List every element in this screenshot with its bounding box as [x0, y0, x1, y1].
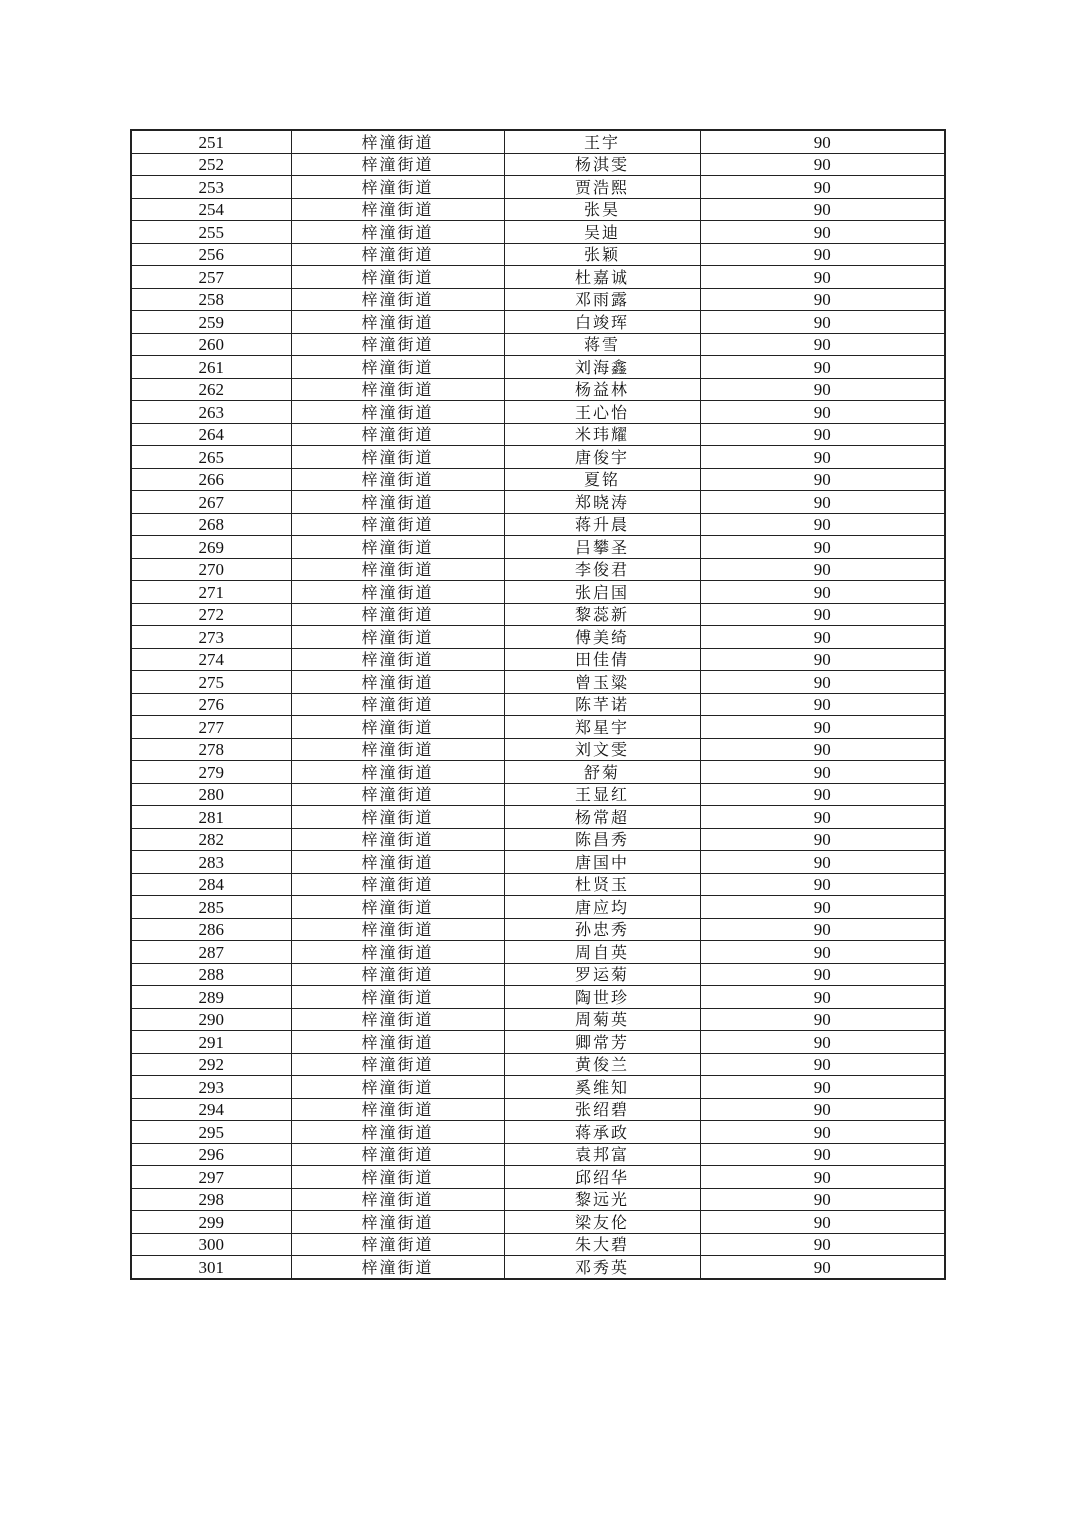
person-name-cell: 张昊 — [504, 198, 700, 221]
street-cell: 梓潼街道 — [291, 423, 504, 446]
table-row — [131, 1143, 945, 1166]
table-row — [131, 1031, 945, 1054]
score-cell: 90 — [700, 1256, 945, 1279]
score-cell: 90 — [700, 221, 945, 244]
person-name-cell: 杨常超 — [504, 806, 700, 829]
serial-number-cell: 290 — [131, 1008, 291, 1031]
score-cell: 90 — [700, 491, 945, 514]
table-row — [131, 873, 945, 896]
person-name-cell: 袁邦富 — [504, 1143, 700, 1166]
person-name-cell: 张绍碧 — [504, 1098, 700, 1121]
serial-number-cell: 255 — [131, 221, 291, 244]
score-cell: 90 — [700, 1098, 945, 1121]
table-row — [131, 603, 945, 626]
score-cell: 90 — [700, 941, 945, 964]
street-cell: 梓潼街道 — [291, 671, 504, 694]
table-row — [131, 243, 945, 266]
street-cell: 梓潼街道 — [291, 581, 504, 604]
street-cell: 梓潼街道 — [291, 288, 504, 311]
table-row — [131, 1211, 945, 1234]
score-cell: 90 — [700, 1076, 945, 1099]
score-cell: 90 — [700, 581, 945, 604]
street-cell: 梓潼街道 — [291, 153, 504, 176]
serial-number-cell: 274 — [131, 648, 291, 671]
serial-number-cell: 273 — [131, 626, 291, 649]
street-cell: 梓潼街道 — [291, 693, 504, 716]
score-cell: 90 — [700, 806, 945, 829]
street-cell: 梓潼街道 — [291, 1053, 504, 1076]
score-cell: 90 — [700, 783, 945, 806]
street-cell: 梓潼街道 — [291, 1143, 504, 1166]
serial-number-cell: 264 — [131, 423, 291, 446]
serial-number-cell: 291 — [131, 1031, 291, 1054]
table-row — [131, 581, 945, 604]
person-name-cell: 张颖 — [504, 243, 700, 266]
score-cell: 90 — [700, 446, 945, 469]
person-name-cell: 唐俊宇 — [504, 446, 700, 469]
serial-number-cell: 269 — [131, 536, 291, 559]
person-name-cell: 吕攀圣 — [504, 536, 700, 559]
person-name-cell: 黎远光 — [504, 1188, 700, 1211]
street-cell: 梓潼街道 — [291, 941, 504, 964]
serial-number-cell: 263 — [131, 401, 291, 424]
score-cell: 90 — [700, 513, 945, 536]
score-cell: 90 — [700, 828, 945, 851]
score-cell: 90 — [700, 130, 945, 153]
score-cell: 90 — [700, 716, 945, 739]
score-cell: 90 — [700, 288, 945, 311]
table-row — [131, 536, 945, 559]
person-name-cell: 白竣珲 — [504, 311, 700, 334]
serial-number-cell: 286 — [131, 918, 291, 941]
score-cell: 90 — [700, 1233, 945, 1256]
table-row — [131, 828, 945, 851]
person-name-cell: 刘文雯 — [504, 738, 700, 761]
serial-number-cell: 278 — [131, 738, 291, 761]
score-cell: 90 — [700, 243, 945, 266]
serial-number-cell: 284 — [131, 873, 291, 896]
person-name-cell: 卿常芳 — [504, 1031, 700, 1054]
table-row — [131, 783, 945, 806]
street-cell: 梓潼街道 — [291, 1076, 504, 1099]
person-name-cell: 罗运菊 — [504, 963, 700, 986]
serial-number-cell: 256 — [131, 243, 291, 266]
person-name-cell: 邱绍华 — [504, 1166, 700, 1189]
table-row — [131, 716, 945, 739]
table-row — [131, 558, 945, 581]
person-name-cell: 杜贤玉 — [504, 873, 700, 896]
street-cell: 梓潼街道 — [291, 176, 504, 199]
street-cell: 梓潼街道 — [291, 130, 504, 153]
person-name-cell: 唐应均 — [504, 896, 700, 919]
person-name-cell: 曾玉粱 — [504, 671, 700, 694]
person-name-cell: 郑晓涛 — [504, 491, 700, 514]
street-cell: 梓潼街道 — [291, 446, 504, 469]
serial-number-cell: 295 — [131, 1121, 291, 1144]
table-row — [131, 941, 945, 964]
serial-number-cell: 287 — [131, 941, 291, 964]
person-name-cell: 郑星宇 — [504, 716, 700, 739]
street-cell: 梓潼街道 — [291, 603, 504, 626]
street-cell: 梓潼街道 — [291, 198, 504, 221]
score-cell: 90 — [700, 176, 945, 199]
score-cell: 90 — [700, 1008, 945, 1031]
person-name-cell: 周自英 — [504, 941, 700, 964]
table-row — [131, 851, 945, 874]
street-cell: 梓潼街道 — [291, 1256, 504, 1279]
score-cell: 90 — [700, 1121, 945, 1144]
table-row — [131, 423, 945, 446]
table-row — [131, 986, 945, 1009]
person-name-cell: 周菊英 — [504, 1008, 700, 1031]
score-cell: 90 — [700, 603, 945, 626]
serial-number-cell: 272 — [131, 603, 291, 626]
serial-number-cell: 299 — [131, 1211, 291, 1234]
street-cell: 梓潼街道 — [291, 1188, 504, 1211]
table-row — [131, 648, 945, 671]
person-name-cell: 唐国中 — [504, 851, 700, 874]
score-cell: 90 — [700, 1188, 945, 1211]
street-cell: 梓潼街道 — [291, 918, 504, 941]
street-cell: 梓潼街道 — [291, 513, 504, 536]
score-cell: 90 — [700, 851, 945, 874]
street-cell: 梓潼街道 — [291, 468, 504, 491]
street-cell: 梓潼街道 — [291, 1233, 504, 1256]
person-name-cell: 梁友伦 — [504, 1211, 700, 1234]
score-cell: 90 — [700, 1143, 945, 1166]
serial-number-cell: 289 — [131, 986, 291, 1009]
score-cell: 90 — [700, 153, 945, 176]
person-name-cell: 蒋雪 — [504, 333, 700, 356]
street-cell: 梓潼街道 — [291, 558, 504, 581]
person-name-cell: 蒋升晨 — [504, 513, 700, 536]
table-row — [131, 1188, 945, 1211]
score-cell: 90 — [700, 266, 945, 289]
table-row — [131, 896, 945, 919]
serial-number-cell: 253 — [131, 176, 291, 199]
person-name-cell: 李俊君 — [504, 558, 700, 581]
person-name-cell: 吴迪 — [504, 221, 700, 244]
street-cell: 梓潼街道 — [291, 1121, 504, 1144]
person-name-cell: 朱大碧 — [504, 1233, 700, 1256]
table-row — [131, 198, 945, 221]
score-cell: 90 — [700, 198, 945, 221]
serial-number-cell: 275 — [131, 671, 291, 694]
score-cell: 90 — [700, 986, 945, 1009]
serial-number-cell: 267 — [131, 491, 291, 514]
street-cell: 梓潼街道 — [291, 266, 504, 289]
score-cell: 90 — [700, 648, 945, 671]
person-name-cell: 王宇 — [504, 130, 700, 153]
serial-number-cell: 254 — [131, 198, 291, 221]
score-cell: 90 — [700, 423, 945, 446]
street-cell: 梓潼街道 — [291, 738, 504, 761]
street-cell: 梓潼街道 — [291, 873, 504, 896]
street-cell: 梓潼街道 — [291, 491, 504, 514]
person-name-cell: 田佳倩 — [504, 648, 700, 671]
score-cell: 90 — [700, 311, 945, 334]
serial-number-cell: 298 — [131, 1188, 291, 1211]
table-row — [131, 311, 945, 334]
score-cell: 90 — [700, 1053, 945, 1076]
serial-number-cell: 281 — [131, 806, 291, 829]
serial-number-cell: 285 — [131, 896, 291, 919]
street-cell: 梓潼街道 — [291, 311, 504, 334]
street-cell: 梓潼街道 — [291, 356, 504, 379]
street-cell: 梓潼街道 — [291, 1008, 504, 1031]
table-row — [131, 963, 945, 986]
table-row — [131, 378, 945, 401]
score-cell: 90 — [700, 873, 945, 896]
street-cell: 梓潼街道 — [291, 1211, 504, 1234]
roster-table — [130, 129, 946, 1280]
table-row — [131, 671, 945, 694]
person-name-cell: 王显红 — [504, 783, 700, 806]
score-cell: 90 — [700, 693, 945, 716]
serial-number-cell: 251 — [131, 130, 291, 153]
person-name-cell: 杜嘉诚 — [504, 266, 700, 289]
table-row — [131, 401, 945, 424]
score-cell: 90 — [700, 896, 945, 919]
street-cell: 梓潼街道 — [291, 806, 504, 829]
serial-number-cell: 259 — [131, 311, 291, 334]
table-row — [131, 806, 945, 829]
street-cell: 梓潼街道 — [291, 536, 504, 559]
roster-table-body — [131, 130, 945, 1279]
serial-number-cell: 277 — [131, 716, 291, 739]
score-cell: 90 — [700, 626, 945, 649]
person-name-cell: 黄俊兰 — [504, 1053, 700, 1076]
street-cell: 梓潼街道 — [291, 896, 504, 919]
score-cell: 90 — [700, 356, 945, 379]
person-name-cell: 夏铭 — [504, 468, 700, 491]
person-name-cell: 刘海鑫 — [504, 356, 700, 379]
table-row — [131, 468, 945, 491]
table-row — [131, 221, 945, 244]
table-row — [131, 266, 945, 289]
serial-number-cell: 260 — [131, 333, 291, 356]
table-row — [131, 356, 945, 379]
score-cell: 90 — [700, 738, 945, 761]
serial-number-cell: 294 — [131, 1098, 291, 1121]
person-name-cell: 张启国 — [504, 581, 700, 604]
table-row — [131, 446, 945, 469]
person-name-cell: 米玮耀 — [504, 423, 700, 446]
street-cell: 梓潼街道 — [291, 648, 504, 671]
street-cell: 梓潼街道 — [291, 828, 504, 851]
street-cell: 梓潼街道 — [291, 401, 504, 424]
serial-number-cell: 292 — [131, 1053, 291, 1076]
table-row — [131, 1233, 945, 1256]
person-name-cell: 邓秀英 — [504, 1256, 700, 1279]
street-cell: 梓潼街道 — [291, 243, 504, 266]
serial-number-cell: 265 — [131, 446, 291, 469]
street-cell: 梓潼街道 — [291, 783, 504, 806]
score-cell: 90 — [700, 1211, 945, 1234]
score-cell: 90 — [700, 963, 945, 986]
street-cell: 梓潼街道 — [291, 851, 504, 874]
serial-number-cell: 280 — [131, 783, 291, 806]
person-name-cell: 陈芊诺 — [504, 693, 700, 716]
table-row — [131, 288, 945, 311]
person-name-cell: 黎蕊新 — [504, 603, 700, 626]
table-row — [131, 130, 945, 153]
serial-number-cell: 261 — [131, 356, 291, 379]
serial-number-cell: 300 — [131, 1233, 291, 1256]
table-row — [131, 1053, 945, 1076]
person-name-cell: 陈昌秀 — [504, 828, 700, 851]
table-row — [131, 333, 945, 356]
table-row — [131, 626, 945, 649]
table-row — [131, 738, 945, 761]
street-cell: 梓潼街道 — [291, 333, 504, 356]
table-row — [131, 491, 945, 514]
table-row — [131, 1256, 945, 1279]
score-cell: 90 — [700, 558, 945, 581]
person-name-cell: 邓雨露 — [504, 288, 700, 311]
serial-number-cell: 283 — [131, 851, 291, 874]
serial-number-cell: 301 — [131, 1256, 291, 1279]
street-cell: 梓潼街道 — [291, 378, 504, 401]
score-cell: 90 — [700, 1166, 945, 1189]
serial-number-cell: 262 — [131, 378, 291, 401]
serial-number-cell: 293 — [131, 1076, 291, 1099]
person-name-cell: 杨益林 — [504, 378, 700, 401]
street-cell: 梓潼街道 — [291, 986, 504, 1009]
serial-number-cell: 258 — [131, 288, 291, 311]
serial-number-cell: 270 — [131, 558, 291, 581]
table-row — [131, 693, 945, 716]
table-row — [131, 1008, 945, 1031]
person-name-cell: 王心怡 — [504, 401, 700, 424]
serial-number-cell: 276 — [131, 693, 291, 716]
person-name-cell: 杨淇雯 — [504, 153, 700, 176]
document-page — [130, 129, 944, 1280]
serial-number-cell: 279 — [131, 761, 291, 784]
person-name-cell: 蒋承政 — [504, 1121, 700, 1144]
person-name-cell: 孙忠秀 — [504, 918, 700, 941]
score-cell: 90 — [700, 401, 945, 424]
street-cell: 梓潼街道 — [291, 626, 504, 649]
serial-number-cell: 282 — [131, 828, 291, 851]
person-name-cell: 舒菊 — [504, 761, 700, 784]
street-cell: 梓潼街道 — [291, 1031, 504, 1054]
score-cell: 90 — [700, 918, 945, 941]
score-cell: 90 — [700, 1031, 945, 1054]
serial-number-cell: 271 — [131, 581, 291, 604]
street-cell: 梓潼街道 — [291, 761, 504, 784]
score-cell: 90 — [700, 468, 945, 491]
table-row — [131, 513, 945, 536]
serial-number-cell: 257 — [131, 266, 291, 289]
score-cell: 90 — [700, 333, 945, 356]
serial-number-cell: 252 — [131, 153, 291, 176]
street-cell: 梓潼街道 — [291, 716, 504, 739]
score-cell: 90 — [700, 378, 945, 401]
score-cell: 90 — [700, 536, 945, 559]
score-cell: 90 — [700, 761, 945, 784]
serial-number-cell: 268 — [131, 513, 291, 536]
score-cell: 90 — [700, 671, 945, 694]
person-name-cell: 傅美绮 — [504, 626, 700, 649]
table-row — [131, 918, 945, 941]
person-name-cell: 奚维知 — [504, 1076, 700, 1099]
street-cell: 梓潼街道 — [291, 1098, 504, 1121]
serial-number-cell: 297 — [131, 1166, 291, 1189]
serial-number-cell: 288 — [131, 963, 291, 986]
street-cell: 梓潼街道 — [291, 221, 504, 244]
table-row — [131, 761, 945, 784]
street-cell: 梓潼街道 — [291, 963, 504, 986]
table-row — [131, 176, 945, 199]
serial-number-cell: 296 — [131, 1143, 291, 1166]
table-row — [131, 1076, 945, 1099]
table-row — [131, 1121, 945, 1144]
person-name-cell: 陶世珍 — [504, 986, 700, 1009]
table-row — [131, 1166, 945, 1189]
person-name-cell: 贾浩熙 — [504, 176, 700, 199]
table-row — [131, 153, 945, 176]
serial-number-cell: 266 — [131, 468, 291, 491]
table-row — [131, 1098, 945, 1121]
street-cell: 梓潼街道 — [291, 1166, 504, 1189]
